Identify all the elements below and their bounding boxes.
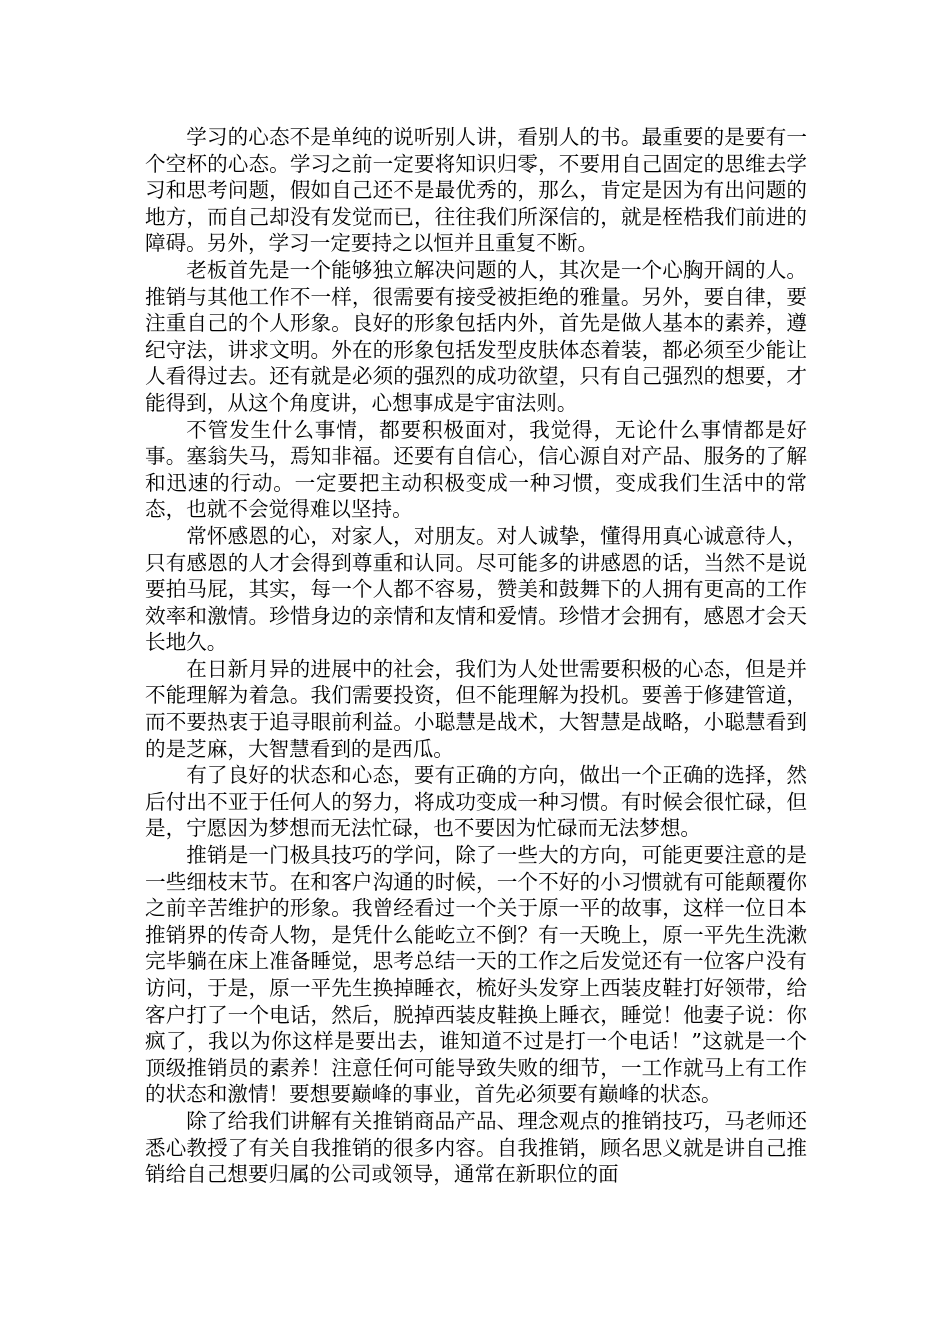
paragraph-2: 老板首先是一个能够独立解决问题的人，其次是一个心胸开阔的人。推销与其他工作不一样，很需要有接受被拒绝的雅量。另外，要自律，要注重自己的个人形象。良好的形象包括内外，首先是做人基本的素养，遵纪守法，讲求文明。外在的形象包括发型皮肤体态着装，都必须至少能让人看得过去。还有就是必须的强烈的成功欲望，只有自己强烈的想要，才能得到，从这个角度讲，心想事成是宇宙法则。 [145, 257, 807, 415]
paragraph-5: 在日新月异的进展中的社会，我们为人处世需要积极的心态，但是并不能理解为着急。我们需要投资，但不能理解为投机。要善于修建管道，而不要热衷于追寻眼前利益。小聪慧是战术，大智慧是战略，小聪慧看到的是芝麻，大智慧看到的是西瓜。 [145, 656, 807, 761]
paragraph-6: 有了良好的状态和心态，要有正确的方向，做出一个正确的选择，然后付出不亚于任何人的努力，将成功变成一种习惯。有时候会很忙碌，但是，宁愿因为梦想而无法忙碌，也不要因为忙碌而无法梦想。 [145, 763, 807, 841]
paragraph-4: 常怀感恩的心，对家人，对朋友。对人诚挚，懂得用真心诚意待人，只有感恩的人才会得到尊重和认同。尽可能多的讲感恩的话，当然不是说要拍马屁，其实，每一个人都不容易，赞美和鼓舞下的人拥有更高的工作效率和激情。珍惜身边的亲情和友情和爱情。珍惜才会拥有，感恩才会天长地久。 [145, 523, 807, 655]
paragraph-8: 除了给我们讲解有关推销商品产品、理念观点的推销技巧，马老师还悉心教授了有关自我推销的很多内容。自我推销，顾名思义就是讲自己推销给自己想要归属的公司或领导，通常在新职位的面 [145, 1108, 807, 1187]
paragraph-3: 不管发生什么事情，都要积极面对，我觉得，无论什么事情都是好事。塞翁失马，焉知非福。还要有自信心，信心源自对产品、服务的了解和迅速的行动。一定要把主动积极变成一种习惯，变成我们生活中的常态，也就不会觉得难以坚持。 [145, 417, 807, 522]
paragraph-1: 学习的心态不是单纯的说听别人讲，看别人的书。最重要的是要有一个空杯的心态。学习之前一定要将知识归零，不要用自己固定的思维去学习和思考问题，假如自己还不是最优秀的，那么，肯定是因为有出问题的地方，而自己却没有发觉而已，往往我们所深信的，就是桎梏我们前进的障碍。另外，学习一定要持之以恒并且重复不断。 [145, 125, 807, 256]
document-page [145, 124, 807, 1188]
paragraph-7: 推销是一门极具技巧的学问，除了一些大的方向，可能更要注意的是一些细枝末节。在和客户沟通的时候，一个不好的小习惯就有可能颠覆你之前辛苦维护的形象。我曾经看过一个关于原一平的故事，这样一位日本推销界的传奇人物，是凭什么能屹立不倒？有一天晚上，原一平先生洗漱完毕躺在床上准备睡觉，思考总结一天的工作之后发觉还有一位客户没有访问，于是，原一平先生换掉睡衣，梳好头发穿上西装皮鞋打好领带，给客户打了一个电话，然后，脱掉西装皮鞋换上睡衣，睡觉！他妻子说：你疯了，我以为你这样是要出去，谁知道不过是打一个电话！”这就是一个顶级推销员的素养！注意任何可能导致失败的细节，一工作就马上有工作的状态和激情！要想要巅峰的事业，首先必须要有巅峰的状态。 [145, 843, 807, 1107]
